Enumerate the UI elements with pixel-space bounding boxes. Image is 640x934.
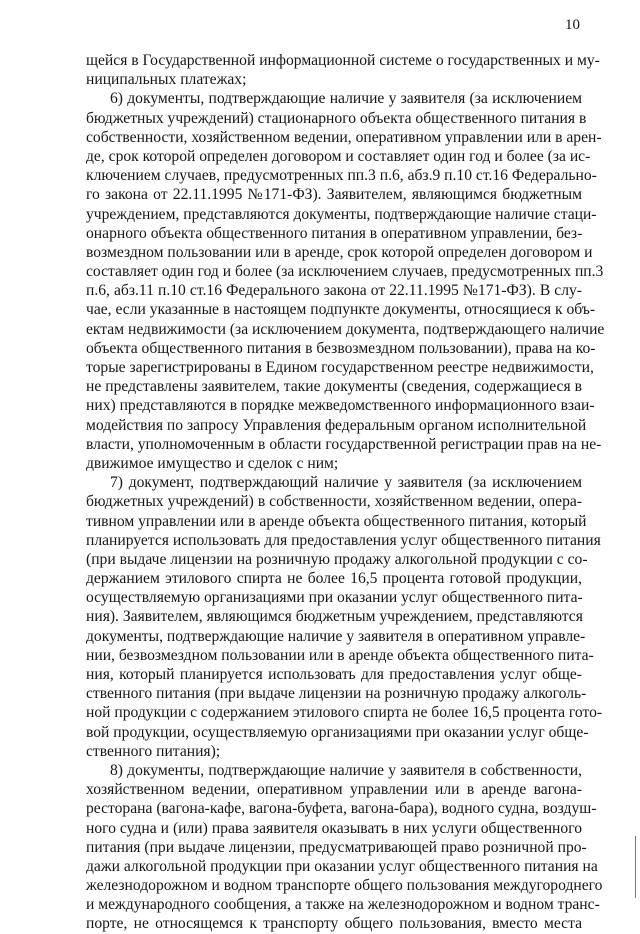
text-line: осуществляемую организациями при оказании услуг общественного пита-: [86, 589, 583, 607]
text-line: ресторана (вагона-кафе, вагона-буфета, вагона-бара), водного судна, воздуш-: [86, 800, 597, 818]
text-line: п.6, абз.11 п.10 ст.16 Федерального закона от 22.11.1995 №171-ФЗ). В слу-: [86, 282, 582, 300]
text-line: ственного питания (при выдаче лицензии на розничную продажу алкоголь-: [86, 685, 587, 703]
text-line: щейся в Государственной информационной системе о государственных и му-: [86, 52, 600, 69]
text-line: ектам недвижимости (за исключением документа, подтверждающего наличие: [86, 320, 605, 338]
text-line: го закона от 22.11.1995 №171-ФЗ). Заявителем, являющимся бюджетным: [86, 186, 582, 204]
text-line: документы, подтверждающие наличие у заявителя в оперативном управле-: [86, 627, 586, 645]
text-line: держанием этилового спирта не более 16,5 процента готовой продукции,: [86, 570, 582, 588]
text-line: 7) документ, подтверждающий наличие у заявителя (за исключением: [110, 474, 582, 492]
text-line: бюджетных учреждений) в собственности, хозяйственном ведении, опера-: [86, 493, 582, 511]
text-line: составляет один год и более (за исключением случаев, предусмотренных пп.3: [86, 263, 604, 281]
text-line: ния, который планируется использовать для предоставления услуг обще-: [86, 666, 582, 683]
text-line: них) представляются в порядке межведомственного информационного взаи-: [86, 397, 595, 415]
page-number: 10: [565, 17, 580, 33]
text-line: онарного объекта общественного питания в оперативном управлении, без-: [86, 224, 583, 242]
text-line: де, срок которой определен договором и составляет один год и более (за ис-: [86, 147, 591, 165]
text-line: чае, если указанные в настоящем подпункте документы, относящиеся к объ-: [86, 301, 596, 319]
text-line: возмездном пользовании или в аренде, срок которой определен договором и: [86, 243, 593, 261]
text-line: ниципальных платежах;: [86, 71, 247, 89]
scan-edge-mark: [635, 836, 636, 898]
text-line: 8) документы, подтверждающие наличие у заявителя в собственности,: [110, 761, 582, 779]
text-line: бюджетных учреждений) стационарного объекта общественного питания в: [86, 109, 587, 127]
text-line: (при выдаче лицензии на розничную продажу алкогольной продукции с со-: [86, 550, 588, 568]
body-text: [86, 51, 605, 934]
text-line: ной продукции с содержанием этилового спирта не более 16,5 процента гото-: [86, 704, 603, 722]
text-line: ного судна и (или) права заявителя оказывать в них услуги общественного: [86, 819, 582, 837]
text-line: движимое имущество и сделок с ним;: [86, 454, 339, 472]
text-line: хозяйственном ведении, оперативном управлении или в аренде вагона-: [86, 781, 582, 799]
text-line: не представлены заявителем, такие документы (сведения, содержащиеся в: [86, 378, 582, 396]
text-line: и международного сообщения, а также на железнодорожном и водном транс-: [86, 896, 600, 914]
text-line: питания (при выдаче лицензии, предусматривающей право розничной про-: [86, 838, 587, 856]
text-line: планируется использовать для предоставления услуг общественного питания: [86, 531, 601, 549]
text-line: учреждением, представляются документы, подтверждающие наличие стаци-: [86, 205, 597, 223]
text-line: тивном управлении или в аренде объекта общественного питания, который: [86, 512, 587, 530]
text-line: 6) документы, подтверждающие наличие у заявителя (за исключением: [110, 90, 582, 108]
text-line: ственного питания);: [86, 742, 221, 760]
text-line: торые зарегистрированы в Едином государственном реестре недвижимости,: [86, 359, 594, 376]
text-line: ключением случаев, предусмотренных пп.3 п.6, абз.9 п.10 ст.16 Федерально-: [86, 167, 597, 185]
text-line: вой продукции, осуществляемую организациями при оказании услуг обще-: [86, 723, 589, 741]
text-line: объекта общественного питания в безвозмездном пользовании), права на ко-: [86, 339, 596, 357]
text-line: модействия по запросу Управления федеральным органом исполнительной: [86, 416, 587, 434]
text-line: железнодорожном и водном транспорте общего пользования междугороднего: [86, 877, 603, 895]
text-line: власти, уполномоченным в области государственной регистрации прав на не-: [86, 435, 602, 453]
text-line: порте, не относящемся к транспорту общего пользования, вместо места: [86, 915, 582, 933]
text-line: дажи алкогольной продукции при оказании услуг общественного питания на: [86, 857, 598, 875]
text-line: ния). Заявителем, являющимся бюджетным учреждением, представляются: [86, 608, 583, 626]
text-line: собственности, хозяйственном ведении, оперативном управлении или в арен-: [86, 128, 602, 146]
text-line: нии, безвозмездном пользовании или в аренде объекта общественного пита-: [86, 646, 594, 664]
